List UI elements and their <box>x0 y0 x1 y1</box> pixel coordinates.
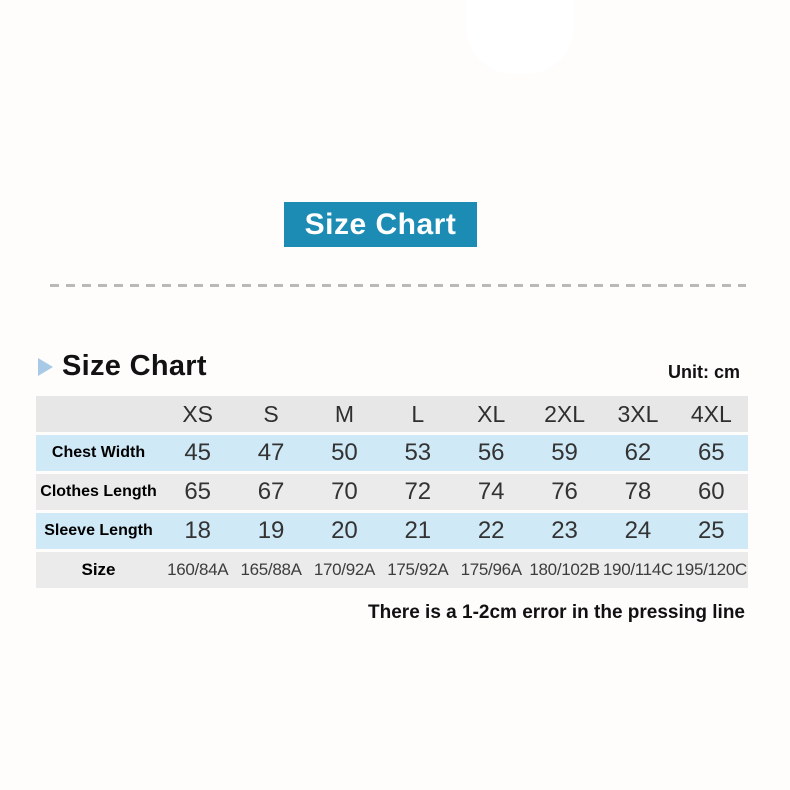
column-header: L <box>411 400 425 427</box>
table-cell: 56 <box>477 439 505 466</box>
row-label: Sleeve Length <box>44 522 153 539</box>
table-cell: 65 <box>697 439 725 466</box>
column-header: 4XL <box>690 400 732 427</box>
table-cell: 160/84A <box>167 560 229 579</box>
photo-remnant <box>466 0 574 74</box>
table-cell: 45 <box>184 439 212 466</box>
table-cell: 175/96A <box>460 560 522 579</box>
size-table <box>36 396 748 591</box>
triangle-right-icon <box>38 358 53 376</box>
table-cell: 24 <box>624 517 652 544</box>
row-label: Clothes Length <box>40 483 157 500</box>
table-cell: 47 <box>257 439 285 466</box>
column-header: M <box>334 400 355 427</box>
table-cell: 74 <box>477 478 505 505</box>
row-label: Size <box>81 560 116 579</box>
table-cell: 170/92A <box>313 560 376 579</box>
table-cell: 65 <box>184 478 212 505</box>
size-chart-banner <box>284 202 477 247</box>
table-row-sleeve-length <box>36 513 748 549</box>
table-cell: 72 <box>404 478 432 505</box>
row-label: Chest Width <box>51 444 146 461</box>
table-row-chest-width <box>36 435 748 471</box>
table-cell: 50 <box>331 439 358 466</box>
section-heading <box>38 350 207 383</box>
table-cell: 70 <box>331 478 358 505</box>
table-cell: 18 <box>184 517 212 544</box>
column-header: XL <box>477 400 506 427</box>
table-row-size <box>36 552 748 588</box>
table-header-row <box>36 396 748 432</box>
column-header: S <box>263 400 279 427</box>
table-row-clothes-length <box>36 474 748 510</box>
column-header: 3XL <box>617 400 659 427</box>
table-cell: 21 <box>404 517 432 544</box>
table-cell: 25 <box>697 517 725 544</box>
tolerance-note: There is a 1-2cm error in the pressing line <box>368 602 745 623</box>
table-cell: 23 <box>551 517 578 544</box>
table-cell: 19 <box>257 517 285 544</box>
column-header: 2XL <box>544 400 586 427</box>
table-cell: 62 <box>624 439 652 466</box>
table-cell: 20 <box>331 517 358 544</box>
table-cell: 180/102B <box>529 560 600 579</box>
banner-title: Size Chart <box>304 207 457 241</box>
table-cell: 59 <box>551 439 578 466</box>
section-title: Size Chart <box>62 350 207 382</box>
table-cell: 60 <box>697 478 725 505</box>
table-cell: 165/88A <box>240 560 302 579</box>
column-header: XS <box>182 400 214 427</box>
dashed-divider <box>50 284 746 287</box>
table-cell: 53 <box>404 439 432 466</box>
table-cell: 67 <box>257 478 285 505</box>
unit-label: Unit: cm <box>668 362 740 382</box>
table-cell: 195/120C <box>675 560 747 579</box>
table-cell: 175/92A <box>387 560 449 579</box>
table-cell: 76 <box>551 478 578 505</box>
table-cell: 78 <box>624 478 652 505</box>
table-cell: 22 <box>477 517 505 544</box>
table-cell: 190/114C <box>602 560 673 579</box>
